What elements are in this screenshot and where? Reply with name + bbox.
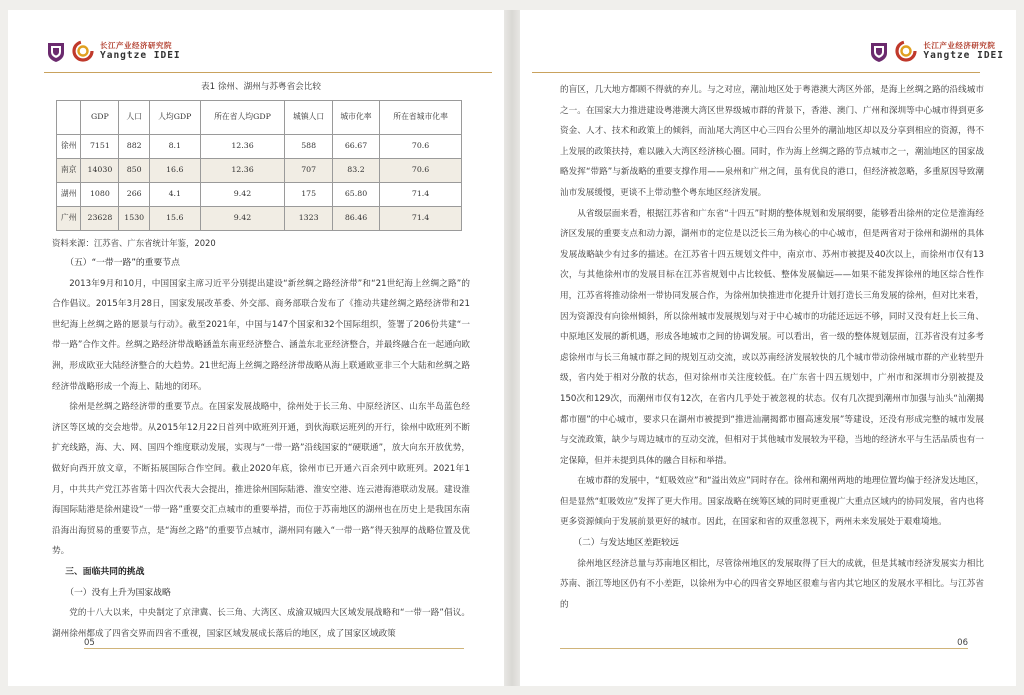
table-cell: 66.67 [332, 135, 379, 159]
paragraph: 的盲区，几大地方都顾不得就的弃儿。与之对应，潮汕地区处于粤港澳大湾区外部，是海上丝绸之路的沿线城市之一。在国家大力推进建设粤港澳大湾区世界级城市群的背景下，香港、澳门、广州和深圳等中心城市得到更多资金、人才、技术和政策上的倾斜，而汕尾大湾区中心三四台公里外的潮汕地区却以及分享到相应的资源，得不上发展的政策扶持，难以融入大湾区经济核心圈。同时，作为海上丝绸之路的节点城市之一，潮汕地区的国家战略发挥“带路”与新战略的重要支撑作用——泉州和广州之间，虽有优良的港口，但经济被忽略，多重原因导致潮汕市发展缓慢，更谈不上带动整个粤东地区经济发展。 [560, 85, 984, 198]
table-header-cell: 城市化率 [332, 101, 379, 135]
table-cell: 14030 [81, 159, 119, 183]
paragraph: 徐州是丝绸之路经济带的重要节点。在国家发展战略中，徐州处于长三角、中原经济区、山东半岛蓝色经济区等区域的交会地带。从2015年12月22日首列中欧班列开通，到伙海联运班列的开行，徐州中欧班列不断扩充线路，海、大、网、国四个维度联动发展，实现与“一带一路”沿线国家的“硬联通”，放大向东开放优势，做好向西开放文章，不断拓展国际合作空间。截止2020年底，徐州市已开通六百余列中欧班列。2021年1月，中共共产党江苏省第十四次代表大会提出，推进徐州国际陆港、淮安空港、连云港海港联动发展。建设淮海国际陆港是徐州建设“一带一路”重要交汇点城市的重要举措，而位于苏南地区的湖州也在历史上是我国东南沿海出海贸易的重要节点，是“海丝之路”的重要节点城市，湖州同有融入“一带一路”得天独厚的战略位置及优势。 [52, 402, 470, 557]
header-rule [44, 72, 492, 73]
book-gutter [504, 10, 520, 686]
table-cell: 23628 [81, 207, 119, 231]
table-header-cell: 人口 [119, 101, 150, 135]
table-cell: 86.46 [332, 207, 379, 231]
table-row [57, 183, 462, 207]
table-caption: 表1 徐州、湖州与苏粤省会比较 [201, 82, 321, 92]
right-body [560, 80, 984, 615]
brand-en: Yangtze IDEI [100, 50, 181, 61]
institute-logo-icon [895, 40, 917, 62]
table-cell: 175 [285, 183, 332, 207]
page-number: 06 [957, 638, 968, 648]
brand-text [923, 42, 1004, 61]
table-cell: 588 [285, 135, 332, 159]
brand-en: Yangtze IDEI [923, 50, 1004, 61]
university-seal-icon [867, 39, 891, 63]
university-seal-icon [44, 39, 68, 63]
table-cell: 707 [285, 159, 332, 183]
table-header-cell: GDP [81, 101, 119, 135]
header-rule [532, 72, 980, 73]
left-header [44, 38, 181, 64]
section-heading-challenges: 三、面临共同的挑战 [65, 566, 145, 577]
left-page [8, 10, 504, 686]
table-cell: 70.6 [380, 135, 462, 159]
left-body [52, 80, 470, 644]
section-heading-national-strategy: （一）没有上升为国家战略 [65, 587, 171, 598]
table-cell: 12.36 [200, 135, 285, 159]
table-header-cell: 所在省人均GDP [200, 101, 285, 135]
table-header-cell: 人均GDP [150, 101, 201, 135]
table-row [57, 135, 462, 159]
brand-text [100, 42, 181, 61]
table-cell: 广州 [57, 207, 81, 231]
table-cell: 9.42 [200, 207, 285, 231]
table-cell: 266 [119, 183, 150, 207]
footer-rule [560, 648, 968, 649]
table-cell: 南京 [57, 159, 81, 183]
table-cell: 12.36 [200, 159, 285, 183]
brand-cn: 长江产业经济研究院 [923, 40, 996, 50]
table-cell: 882 [119, 135, 150, 159]
table-header-row [57, 101, 462, 135]
table-cell: 1080 [81, 183, 119, 207]
paragraph: 徐州地区经济总量与苏南地区相比，尽管徐州地区的发展取得了巨大的成就，但是其城市经济发展实力相比苏南、浙江等地区仍有不小差距，以徐州为中心的四省交界地区很难与省内其它地区的发展水平相比。与江苏省的 [560, 558, 984, 610]
table-cell: 71.4 [380, 207, 462, 231]
table-header-cell: 所在省城市化率 [380, 101, 462, 135]
table-header-cell: 城镇人口 [285, 101, 332, 135]
table-cell: 15.6 [150, 207, 201, 231]
paragraph: 在城市群的发展中，“虹吸效应”和“溢出效应”同时存在。徐州和潮州两地的地理位置均偏于经济发达地区，但是显然“虹吸效应”发挥了更大作用。国家战略在统筹区域的同时更重视广大重点区域内的协同发展，省内也将更多资源倾向于发展前景更好的城市。因此，在国家和省的双重忽视下，两州未来发展处于艰难境地。 [560, 476, 984, 528]
page-number: 05 [84, 638, 95, 648]
table-row [57, 207, 462, 231]
paragraph: 2013年9月和10月，中国国家主席习近平分别提出建设“新丝绸之路经济带”和“21世纪海上丝绸之路”的合作倡议。2015年3月28日，国家发展改革委、外交部、商务部联合发布了《推动共建丝绸之路经济带和21世纪海上丝绸之路的愿景与行动》。截至2021年，中国与147个国家和32个国际组织，签署了206份共建“一带一路”合作文件。丝绸之路经济带战略涵盖东南亚经济整合、涵盖东北亚经济整合，并最终融合在一起通向欧洲，形成欧亚大陆经济整合的大趋势。21世纪海上丝绸之路经济带战略从海上联通欧亚非三个大陆和丝绸之路经济带战略形成一个海上、陆地的闭环。 [52, 278, 470, 392]
table-cell: 65.80 [332, 183, 379, 207]
table-source: 资料来源：江苏省、广东省统计年鉴，2020 [52, 238, 216, 248]
comparison-table [56, 100, 462, 231]
table-cell: 9.42 [200, 183, 285, 207]
table-cell: 16.6 [150, 159, 201, 183]
section-heading-development-gap: （二）与发达地区差距较远 [573, 538, 679, 549]
table-cell: 71.4 [380, 183, 462, 207]
paragraph: 从省级层面来看，根据江苏省和广东省“十四五”时期的整体规划和发展纲要，能够看出徐州的定位是淮海经济区发展的重要支点和动力源，湖州市的定位是以泛长三角为核心的中心城市，但是两省对于徐州和湖州的具体发展战略缺少有过多的描述。在江苏省十四五规划文件中，南京市、苏州市被提及40次以上，而徐州市仅有13次，与其他徐州市的发展目标在江苏省规划中占比较低、整体发展偏远——如果不能发挥徐州的地区综合性作用，江苏省将推动徐州一带协同发展合作，为徐州加快推进市化提升计划打造长三角发展的徐州，但对比来看，因为资源没有向徐州倾斜，所以徐州城市发展规划与对于中心城市的功能还远远不够，同时又没有赶上长三角、中原地区发展的新机遇，形成各地城市之间的协调发展。可以看出，省一级的整体规划层面，江苏省没有过多考虑徐州市与长三角城市群之间的规划互动交流，或以苏南经济发展较快的几个城市带动徐州城市群的产业转型升级，省内处于相对分散的状态，但对徐州市关注度较低。在广东省十四五规划中，广州市和深圳市分别被提及150次和129次，而潮州市仅有12次，在省内几乎处于被忽视的状态。仅有几次提到潮州市加强与汕头“汕潮揭都市圈”的中心城市，要求只在湖州市被提到“推进汕潮揭都市圈高速发展”等建设，还没有形成完整的城市发展与交流政策，缺少与周边城市的互动交流，但相对于其他城市发展较为平稳，当地的经济水平与生活品质也有一定保障，但并未提到具体的融合目标和举措。 [560, 208, 984, 466]
right-page [520, 10, 1016, 686]
table-cell: 4.1 [150, 183, 201, 207]
table-cell: 湖州 [57, 183, 81, 207]
right-header [867, 38, 1004, 64]
table-cell: 8.1 [150, 135, 201, 159]
table-cell: 徐州 [57, 135, 81, 159]
table-cell: 1530 [119, 207, 150, 231]
brand-cn: 长江产业经济研究院 [100, 40, 172, 50]
section-heading-belt-road: （五）“一带一路”的重要节点 [65, 258, 180, 268]
table-header-cell [57, 101, 81, 135]
institute-logo-icon [72, 40, 94, 62]
paragraph: 党的十八大以来，中央制定了京津冀、长三角、大湾区、成渝双城四大区域发展战略和“一带一路”倡议。湖州徐州都成了四省交界而四省不重视，国家区域发展成长落后的地区，成了国家区域政策 [52, 608, 470, 639]
table-cell: 70.6 [380, 159, 462, 183]
table-cell: 850 [119, 159, 150, 183]
table-cell: 83.2 [332, 159, 379, 183]
footer-rule [84, 648, 464, 649]
table-row [57, 159, 462, 183]
table-cell: 1323 [285, 207, 332, 231]
table-cell: 7151 [81, 135, 119, 159]
